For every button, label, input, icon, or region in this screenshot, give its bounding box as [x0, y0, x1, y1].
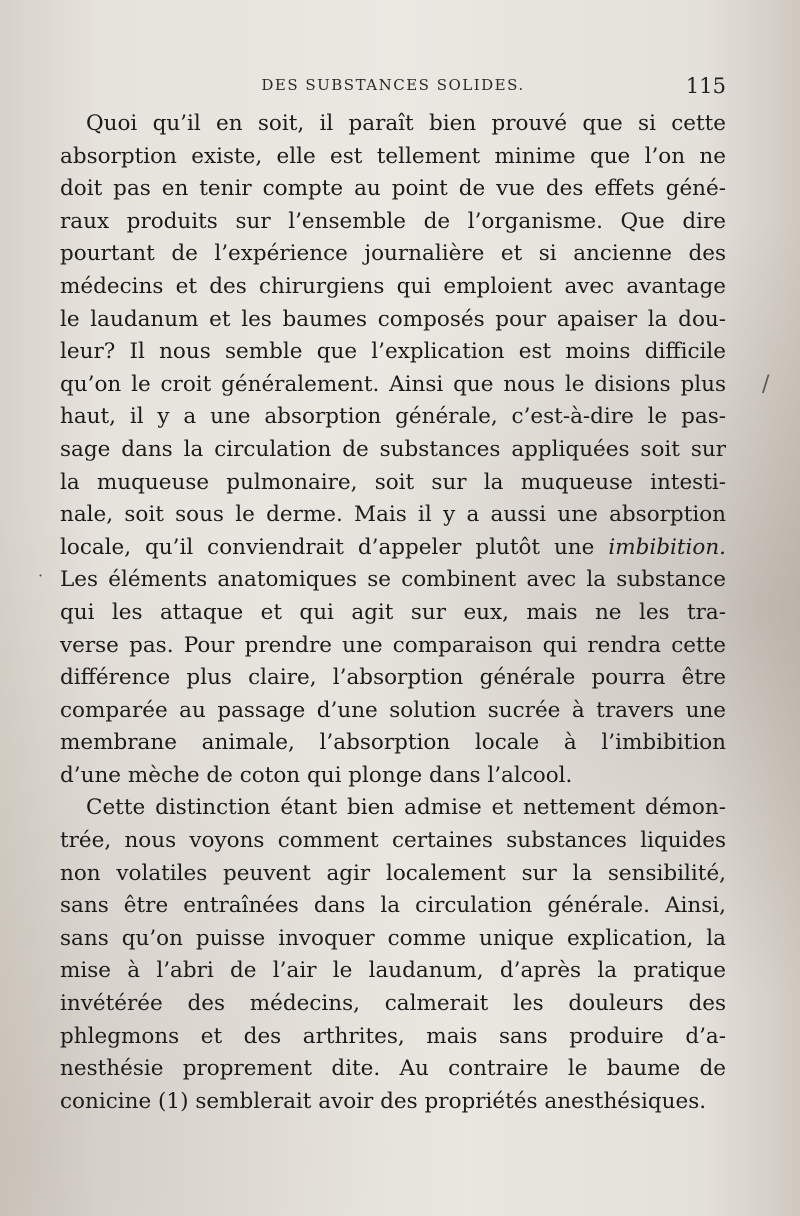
text-line: sage dans la circulation de substances appliquées soit sur — [60, 436, 726, 462]
text-line: invétérée des médecins, calmerait les douleurs des — [60, 991, 726, 1017]
text-line: sans qu’on puisse invoquer comme unique explication, la — [60, 925, 726, 951]
margin-pencil-mark: / — [762, 372, 770, 397]
page-number: 115 — [685, 74, 726, 98]
text-line: sans être entraînées dans la circulation générale. Ainsi, — [60, 893, 726, 919]
text-line: pourtant de l’expérience journalière et si ancienne des — [60, 241, 726, 267]
text-line: locale, qu’il conviendrait d’appeler plutôt une imbibition. — [60, 534, 726, 560]
running-head: DES SUBSTANCES SOLIDES. — [261, 76, 525, 94]
text-line: verse pas. Pour prendre une comparaison qui rendra cette — [60, 632, 726, 658]
paragraphs — [60, 108, 726, 1118]
text-line: la muqueuse pulmonaire, soit sur la muqueuse intesti- — [60, 469, 726, 495]
text-line: leur? Il nous semble que l’explication est moins difficile — [60, 339, 726, 365]
text-line: différence plus claire, l’absorption générale pourra être — [60, 665, 726, 691]
text-line: haut, il y a une absorption générale, c’est-à-dire le pas- — [60, 404, 726, 430]
text-line: Cette distinction étant bien admise et nettement démon- — [86, 795, 726, 821]
text-line: Quoi qu’il en soit, il paraît bien prouvé que si cette — [86, 111, 726, 136]
text-line: raux produits sur l’ensemble de l’organisme. Que dire — [60, 208, 726, 234]
text-line: le laudanum et les baumes composés pour apaiser la dou- — [60, 306, 726, 332]
text-line: Les éléments anatomiques se combinent avec la substance — [60, 567, 726, 593]
text-line: doit pas en tenir compte au point de vue des effets géné- — [60, 176, 726, 202]
text-line: mise à l’abri de l’air le laudanum, d’après la pratique — [60, 958, 726, 984]
text-line: phlegmons et des arthrites, mais sans produire d’a- — [60, 1023, 726, 1049]
text-line: qui les attaque et qui agit sur eux, mais ne les tra- — [60, 599, 726, 625]
text-line: qu’on le croit généralement. Ainsi que nous le disions plus — [60, 371, 726, 397]
page-header — [60, 74, 726, 102]
text-line: conicine (1) semblerait avoir des propriétés anesthésiques. — [60, 1088, 707, 1114]
text-line: nesthésie proprement dite. Au contraire le baume de — [60, 1056, 726, 1082]
text-line: nale, soit sous le derme. Mais il y a aussi une absorption — [60, 502, 726, 528]
text-line: non volatiles peuvent agir localement sur la sensibilité, — [60, 860, 726, 886]
body-text — [60, 108, 726, 1118]
margin-dot-mark: · — [38, 566, 44, 585]
italic-term: imbibition. — [608, 534, 726, 560]
text-line: absorption existe, elle est tellement minime que l’on ne — [60, 143, 726, 169]
text-line: médecins et des chirurgiens qui emploient avec avantage — [60, 273, 726, 299]
text-line: comparée au passage d’une solution sucrée à travers une — [60, 697, 726, 723]
text-line: d’une mèche de coton qui plonge dans l’alcool. — [60, 762, 573, 788]
text-line: membrane animale, l’absorption locale à l’imbibition — [60, 730, 726, 756]
text-line: trée, nous voyons comment certaines substances liquides — [60, 828, 726, 854]
